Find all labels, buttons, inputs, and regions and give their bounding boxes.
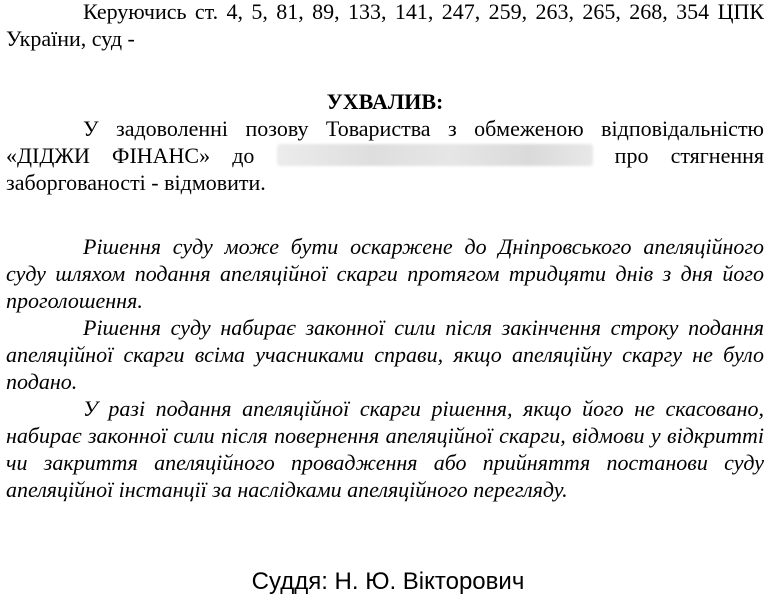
legal-basis-articles: Керуючись ст. 4, 5, 81, 89, 133, 141, 247, 259, 263, 265, 268, 354 xyxy=(83,0,710,24)
appeal-term-paragraph: Рішення суду може бути оскаржене до Дніпровського апеляційного суду шляхом подання апеляційної скарги протягом тридцяти днів з дня його проголошення. xyxy=(6,234,764,313)
court-decision-document xyxy=(6,0,764,503)
legal-basis-paragraph xyxy=(6,0,764,52)
legal-basis-code: ЦПК України, суд - xyxy=(6,0,765,51)
ruling-paragraph xyxy=(6,115,764,196)
appeal-information xyxy=(6,233,764,503)
redacted-defendant-name xyxy=(277,144,593,166)
ruling-text-end: про стягнення заборгованості - відмовити. xyxy=(6,143,764,195)
judge-signature xyxy=(0,567,768,597)
judge-signature-text: Суддя: Н. Ю. Вікторович xyxy=(251,568,525,595)
ruling-text-start: У задоволенні позову Товариства з обмеженою відповідальністю «ДІДЖИ ФІНАНС» до xyxy=(6,116,764,168)
verdict-heading: УХВАЛИВ: xyxy=(326,89,444,114)
legal-force-after-appeal-paragraph: У разі подання апеляційної скарги рішення, якщо його не скасовано, набирає законної сили після повернення апеляційної скарги, відмови у відкритті чи закриття апеляційного провадження або прийняття постанови суду апеляційної інстанції за наслідками апеляційного перегляду. xyxy=(6,396,764,502)
legal-force-paragraph: Рішення суду набирає законної сили після закінчення строку подання апеляційної скарги всіма учасниками справи, якщо апеляційну скаргу не було подано. xyxy=(6,315,764,394)
